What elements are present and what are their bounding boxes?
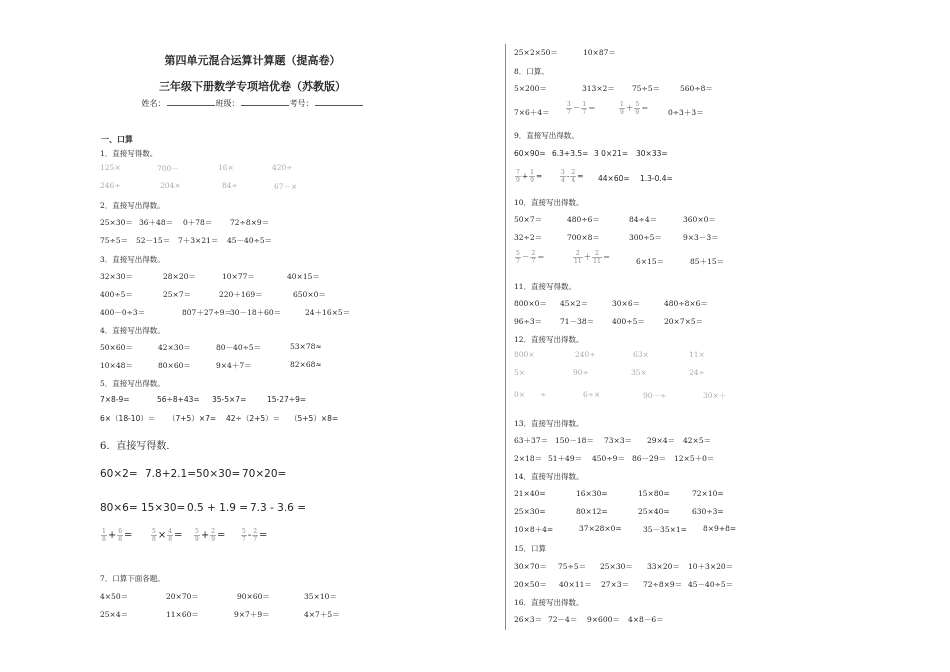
numerator: 2 <box>573 250 583 258</box>
student-info-line <box>0 97 505 109</box>
fraction <box>515 250 521 265</box>
fraction <box>573 250 583 265</box>
problem: 32×30＝ <box>100 272 133 281</box>
equals-sign: ＝ <box>641 103 649 113</box>
problem: 7＋3×21＝ <box>178 236 219 245</box>
question-heading: 12．直接写出得数。 <box>514 335 584 344</box>
problem: 72－4＝ <box>548 615 578 624</box>
problem: ÷ <box>540 390 547 399</box>
problem: 450÷9＝ <box>592 454 625 463</box>
problem: 400÷5＝ <box>612 317 645 326</box>
denominator: 7 <box>531 258 536 265</box>
problem: 45－40÷5＝ <box>688 580 734 589</box>
problem: 96÷3＝ <box>514 317 543 326</box>
worksheet-subtitle: 三年级下册数学专项培优卷（苏教版） <box>159 80 346 93</box>
problem: 5× <box>514 368 526 377</box>
problem: 480÷6＝ <box>567 215 600 224</box>
problem: 72÷8×9＝ <box>230 218 270 227</box>
problem: 80－40÷5＝ <box>216 343 262 352</box>
numerator: 5 <box>242 528 246 535</box>
fraction <box>529 169 535 184</box>
denominator: 9 <box>195 536 199 543</box>
numerator: 5 <box>635 101 640 108</box>
numerator: 5 <box>516 250 520 257</box>
section-heading: 一、口算 <box>101 134 133 144</box>
denominator: 11 <box>593 258 601 265</box>
question-heading: 14．直接写出得数。 <box>514 472 584 481</box>
denominator: 9 <box>620 109 624 116</box>
problem: 360×0＝ <box>683 215 716 224</box>
problem: 42÷（2+5）＝ <box>226 414 281 423</box>
fraction-problem <box>514 250 545 265</box>
fraction <box>151 528 157 543</box>
problem: 16×30= <box>576 489 608 498</box>
problem: 24＋16×5＝ <box>305 308 351 317</box>
problem: 9×7＋9＝ <box>234 610 270 619</box>
fraction <box>634 101 640 116</box>
question-heading: 2．直接写出得数。 <box>100 201 165 210</box>
fraction <box>241 528 247 543</box>
problem: 9×3－3＝ <box>683 233 719 242</box>
problem: 20×70＝ <box>166 592 199 601</box>
problem: 85＋15＝ <box>690 257 725 266</box>
question-heading: 4．直接写出得数。 <box>100 326 165 335</box>
problem: 35× <box>631 368 647 377</box>
denominator: 11 <box>574 258 582 265</box>
problem: 9×600＝ <box>587 615 620 624</box>
fraction <box>252 528 258 543</box>
denominator: 9 <box>635 109 640 116</box>
problem: 75÷5＝ <box>100 236 129 245</box>
problem: 84÷ <box>222 181 238 190</box>
fraction <box>530 250 536 265</box>
right-column <box>506 0 950 672</box>
fraction-problem <box>193 528 225 543</box>
numerator: 1 <box>530 169 534 176</box>
problem: 7×6＋4＝ <box>514 108 550 117</box>
problem: 37×28×0= <box>579 524 622 533</box>
fraction <box>167 528 173 543</box>
problem: （5+5）×8= <box>290 414 339 423</box>
problem: 90÷ <box>573 368 589 377</box>
problem: 7.3 - 3.6 = <box>250 502 306 514</box>
problem: 10＋3×20＝ <box>688 562 734 571</box>
problem: 700×8＝ <box>567 233 600 242</box>
problem: 36＋48＝ <box>139 218 174 227</box>
operator: - <box>247 530 252 541</box>
class-blank <box>241 97 289 106</box>
equals-sign: ＝ <box>588 103 596 113</box>
problem: 15×30= <box>141 502 186 514</box>
problem: 45×2＝ <box>560 299 589 308</box>
problem: 480÷8×6＝ <box>664 299 708 308</box>
problem: 20×7×5＝ <box>664 317 704 326</box>
question-heading: 15．口算 <box>514 544 547 553</box>
fraction <box>566 101 572 116</box>
fraction <box>101 528 107 543</box>
problem: 25×4＝ <box>100 610 129 619</box>
fraction-problem <box>572 250 610 265</box>
question-heading: 11．直接写得数。 <box>514 282 577 291</box>
problem: 52－15＝ <box>136 236 171 245</box>
problem: 7.8+2.1= <box>145 468 196 480</box>
problem: 11×60＝ <box>166 610 199 619</box>
question-heading: 13．直接写出得数。 <box>514 419 584 428</box>
problem: 45－40÷5＝ <box>227 236 273 245</box>
problem: 3 0×21= <box>594 149 629 158</box>
problem: 0× <box>514 390 526 399</box>
operator: － <box>521 252 530 262</box>
problem: 72÷8×9＝ <box>643 580 683 589</box>
operator: － <box>572 103 581 113</box>
fraction <box>592 250 602 265</box>
numerator: 2 <box>531 250 536 257</box>
problem: 6×（18-10）＝ <box>100 414 156 423</box>
fraction-problem <box>514 169 542 184</box>
fraction <box>619 101 625 116</box>
question-heading: 1．直接写得数。 <box>100 149 158 158</box>
numerator: 5 <box>152 528 156 535</box>
problem: 0＋78＝ <box>183 218 213 227</box>
numerator: 2 <box>211 528 216 535</box>
problem: 26×3＝ <box>514 615 543 624</box>
numerator: 5 <box>195 528 199 535</box>
denominator: 7 <box>253 536 258 543</box>
problem: 700－ <box>157 164 179 173</box>
numerator: 3 <box>567 101 571 108</box>
denominator: 9 <box>211 536 216 543</box>
problem: 84÷4＝ <box>629 215 658 224</box>
problem: 800× <box>514 350 535 359</box>
denominator: 7 <box>516 258 520 265</box>
fraction-problem <box>150 528 182 543</box>
numerator: 1 <box>620 101 624 108</box>
denominator: 7 <box>242 536 246 543</box>
problem: 80×60＝ <box>158 361 191 370</box>
problem: 80×6= <box>100 502 138 514</box>
problem: 246÷ <box>100 181 121 190</box>
problem: 30×70＝ <box>514 562 547 571</box>
problem: 72×10= <box>692 489 724 498</box>
problem: 650×0＝ <box>293 290 326 299</box>
problem: 50×30= <box>196 468 241 480</box>
exam-number-label: 考号： <box>289 99 314 108</box>
question-heading: 8．口算。 <box>514 67 549 76</box>
equals-sign: = <box>577 171 584 181</box>
problem: 11× <box>689 350 705 359</box>
problem: 25×30= <box>514 507 546 516</box>
class-label: 班级： <box>215 99 240 108</box>
equals-sign: = <box>124 530 133 541</box>
problem: 8×9+8= <box>703 524 737 533</box>
operator: - <box>566 171 570 181</box>
numerator: 1 <box>582 101 587 108</box>
fraction <box>117 528 123 543</box>
problem: 240÷ <box>575 350 596 359</box>
problem: 60×90= <box>514 149 546 158</box>
denominator: 8 <box>168 536 173 543</box>
problem: 0÷3＋3＝ <box>668 108 704 117</box>
denominator: 7 <box>582 109 587 116</box>
problem: 5×200＝ <box>514 84 547 93</box>
denominator: 8 <box>102 536 106 543</box>
problem: 2×18＝ <box>514 454 543 463</box>
problem: 30×＋ <box>703 391 727 400</box>
problem: 50×60＝ <box>100 343 133 352</box>
question-heading: 10．直接写出得数。 <box>514 198 584 207</box>
operator: ＋ <box>583 252 592 262</box>
problem: 150－18＝ <box>555 436 594 445</box>
problem: 27×3＝ <box>601 580 630 589</box>
problem: 6÷× <box>583 390 601 399</box>
fraction <box>581 101 587 116</box>
problem: 32÷2＝ <box>514 233 543 242</box>
problem: 35-5×7= <box>212 395 247 404</box>
problem: 90×60＝ <box>237 592 270 601</box>
problem: 0.5 + 1.9 = <box>187 502 249 514</box>
problem: 25×30＝ <box>600 562 633 571</box>
problem: 42×5＝ <box>683 436 712 445</box>
problem: 44×60= <box>598 174 630 183</box>
problem: 73×3＝ <box>604 436 633 445</box>
problem: 400÷5＝ <box>100 290 133 299</box>
problem: 220＋169＝ <box>219 290 263 299</box>
operator: + <box>521 171 529 181</box>
denominator: 9 <box>530 177 534 184</box>
question-heading: 5．直接写出得数。 <box>100 379 165 388</box>
denominator: 4 <box>571 177 576 184</box>
problem: 35×10＝ <box>304 592 337 601</box>
problem: 313×2＝ <box>582 84 615 93</box>
problem: 70×20= <box>242 468 287 480</box>
denominator: 7 <box>567 109 571 116</box>
problem: 80×12= <box>576 507 608 516</box>
problem: 9×4＋7＝ <box>216 361 252 370</box>
problem: 630÷3= <box>692 507 724 516</box>
problem: 51＋49＝ <box>548 454 583 463</box>
problem: 15-27÷9= <box>267 395 307 404</box>
problem: 10×87＝ <box>583 48 616 57</box>
problem: 60×2= <box>100 468 138 480</box>
fraction-problem <box>240 528 267 543</box>
numerator: 2 <box>253 528 258 535</box>
problem: 90－÷ <box>643 391 667 400</box>
problem: 15×80= <box>638 489 670 498</box>
problem: 82×68≈ <box>290 360 322 369</box>
problem: 16× <box>218 163 234 172</box>
numerator: 1 <box>102 528 106 535</box>
fraction <box>560 169 566 184</box>
fraction <box>570 169 576 184</box>
problem: 28×20＝ <box>163 272 196 281</box>
numerator: 6 <box>118 528 123 535</box>
question-heading: 9．直接写出得数。 <box>514 131 579 140</box>
equals-sign: = <box>174 530 183 541</box>
numerator: 2 <box>571 169 576 176</box>
problem: 75÷5＝ <box>558 562 587 571</box>
problem: （7+5）×7= <box>168 414 217 423</box>
question-heading: 3．直接写出得数。 <box>100 255 165 264</box>
problem: 30×6＝ <box>612 299 641 308</box>
problem: 4×7＋5＝ <box>304 610 340 619</box>
problem: 35－35×1= <box>643 525 687 534</box>
problem: 40×11＝ <box>559 580 592 589</box>
equals-sign: = <box>535 171 543 181</box>
problem: 6×15＝ <box>636 257 665 266</box>
fraction-problem <box>618 101 649 116</box>
operator: + <box>107 530 117 541</box>
problem: 300÷5＝ <box>629 233 662 242</box>
problem: 10×48＝ <box>100 361 133 370</box>
fraction-problem <box>559 169 584 184</box>
problem: 420÷ <box>272 163 293 172</box>
problem: 25×40= <box>638 507 670 516</box>
problem: 21×40= <box>514 489 546 498</box>
problem: 42×30＝ <box>158 343 191 352</box>
fraction-problem <box>100 528 132 543</box>
problem: 63＋37＝ <box>514 436 549 445</box>
denominator: 9 <box>516 177 520 184</box>
denominator: 4 <box>561 177 565 184</box>
problem: 1.3-0.4= <box>640 174 673 183</box>
problem: 25×2×50＝ <box>514 48 558 57</box>
problem: 50×7＝ <box>514 215 543 224</box>
denominator: 8 <box>118 536 123 543</box>
problem: 25×7＝ <box>163 290 192 299</box>
problem: 30×33= <box>636 149 668 158</box>
problem: 10×8＋4= <box>514 525 554 534</box>
problem: 12×5＋0＝ <box>674 454 715 463</box>
problem: 53×78≈ <box>290 342 322 351</box>
exam-number-blank <box>315 97 363 106</box>
equals-sign: = <box>259 530 268 541</box>
problem: 86－29＝ <box>632 454 667 463</box>
problem: 40×15＝ <box>287 272 320 281</box>
problem: 75÷5＝ <box>632 84 661 93</box>
numerator: 7 <box>516 169 520 176</box>
problem: 67－× <box>274 182 298 191</box>
numerator: 3 <box>561 169 565 176</box>
operator: × <box>157 530 167 541</box>
operator: ＋ <box>625 103 634 113</box>
problem: 400－0÷3＝ <box>100 308 146 317</box>
problem: 63× <box>633 350 649 359</box>
problem: 25×30＝ <box>100 218 133 227</box>
operator: + <box>200 530 210 541</box>
question-heading: 6．直接写得数． <box>100 441 177 452</box>
problem: 29×4＝ <box>647 436 676 445</box>
denominator: 8 <box>152 536 156 543</box>
equals-sign: ＝ <box>602 252 611 262</box>
problem: 204× <box>160 181 181 190</box>
problem: 20×50＝ <box>514 580 547 589</box>
worksheet-title: 第四单元混合运算计算题（提高卷） <box>164 54 341 67</box>
problem: 560÷8＝ <box>680 84 713 93</box>
question-heading: 7．口算下面各题。 <box>100 574 165 583</box>
problem: 807＋27÷9＝ <box>182 308 232 317</box>
fraction <box>194 528 200 543</box>
name-blank <box>167 97 215 106</box>
problem: 71－38＝ <box>560 317 595 326</box>
numerator: 2 <box>592 250 602 258</box>
problem: 800×0＝ <box>514 299 547 308</box>
numerator: 4 <box>168 528 173 535</box>
name-label: 姓名： <box>141 99 166 108</box>
problem: 56÷8+43= <box>157 395 200 404</box>
problem: 10×77＝ <box>222 272 255 281</box>
problem: 33×20＝ <box>647 562 680 571</box>
fraction-problem <box>565 101 596 116</box>
equals-sign: ＝ <box>537 252 545 262</box>
problem: 7×8-9= <box>100 395 130 404</box>
problem: 125× <box>100 163 121 172</box>
fraction <box>210 528 216 543</box>
problem: 4×50＝ <box>100 592 129 601</box>
fraction <box>515 169 521 184</box>
problem: 6.3+3.5= <box>552 149 589 158</box>
equals-sign: = <box>217 530 226 541</box>
question-heading: 16．直接写出得数。 <box>514 598 584 607</box>
problem: 24÷ <box>689 368 705 377</box>
problem: 4×8－6＝ <box>628 615 664 624</box>
problem: 30－18＋60＝ <box>230 308 282 317</box>
